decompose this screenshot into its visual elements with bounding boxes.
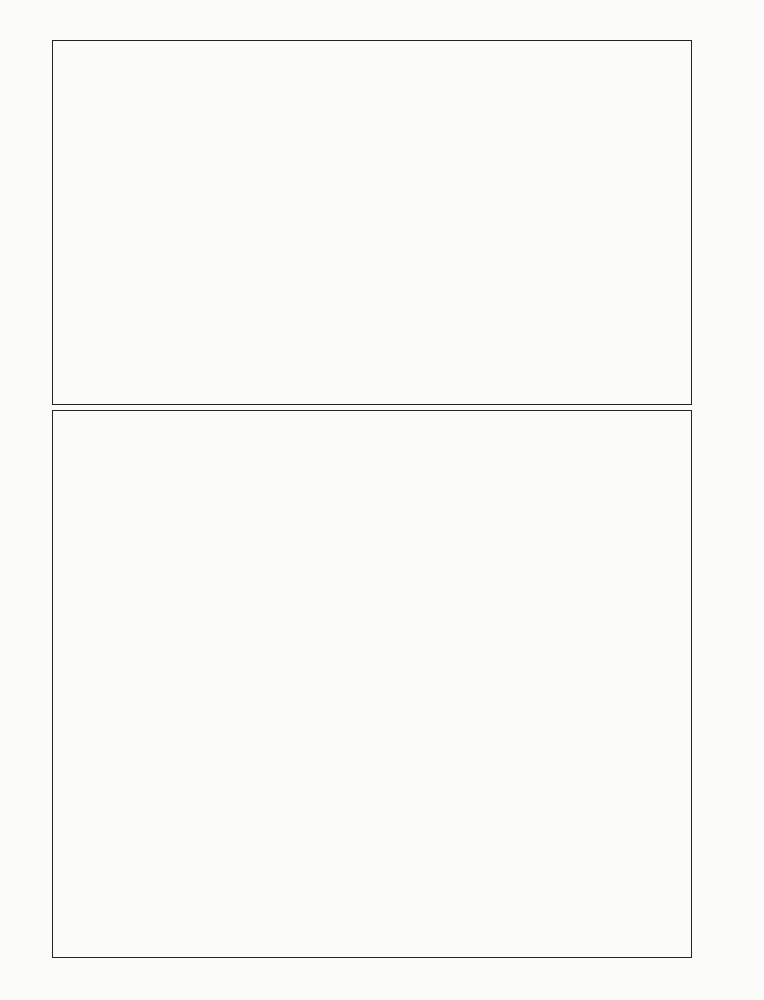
- age-lookup-table: [52, 410, 692, 958]
- era-header: [702, 42, 704, 172]
- star-fortune-table: [52, 40, 692, 405]
